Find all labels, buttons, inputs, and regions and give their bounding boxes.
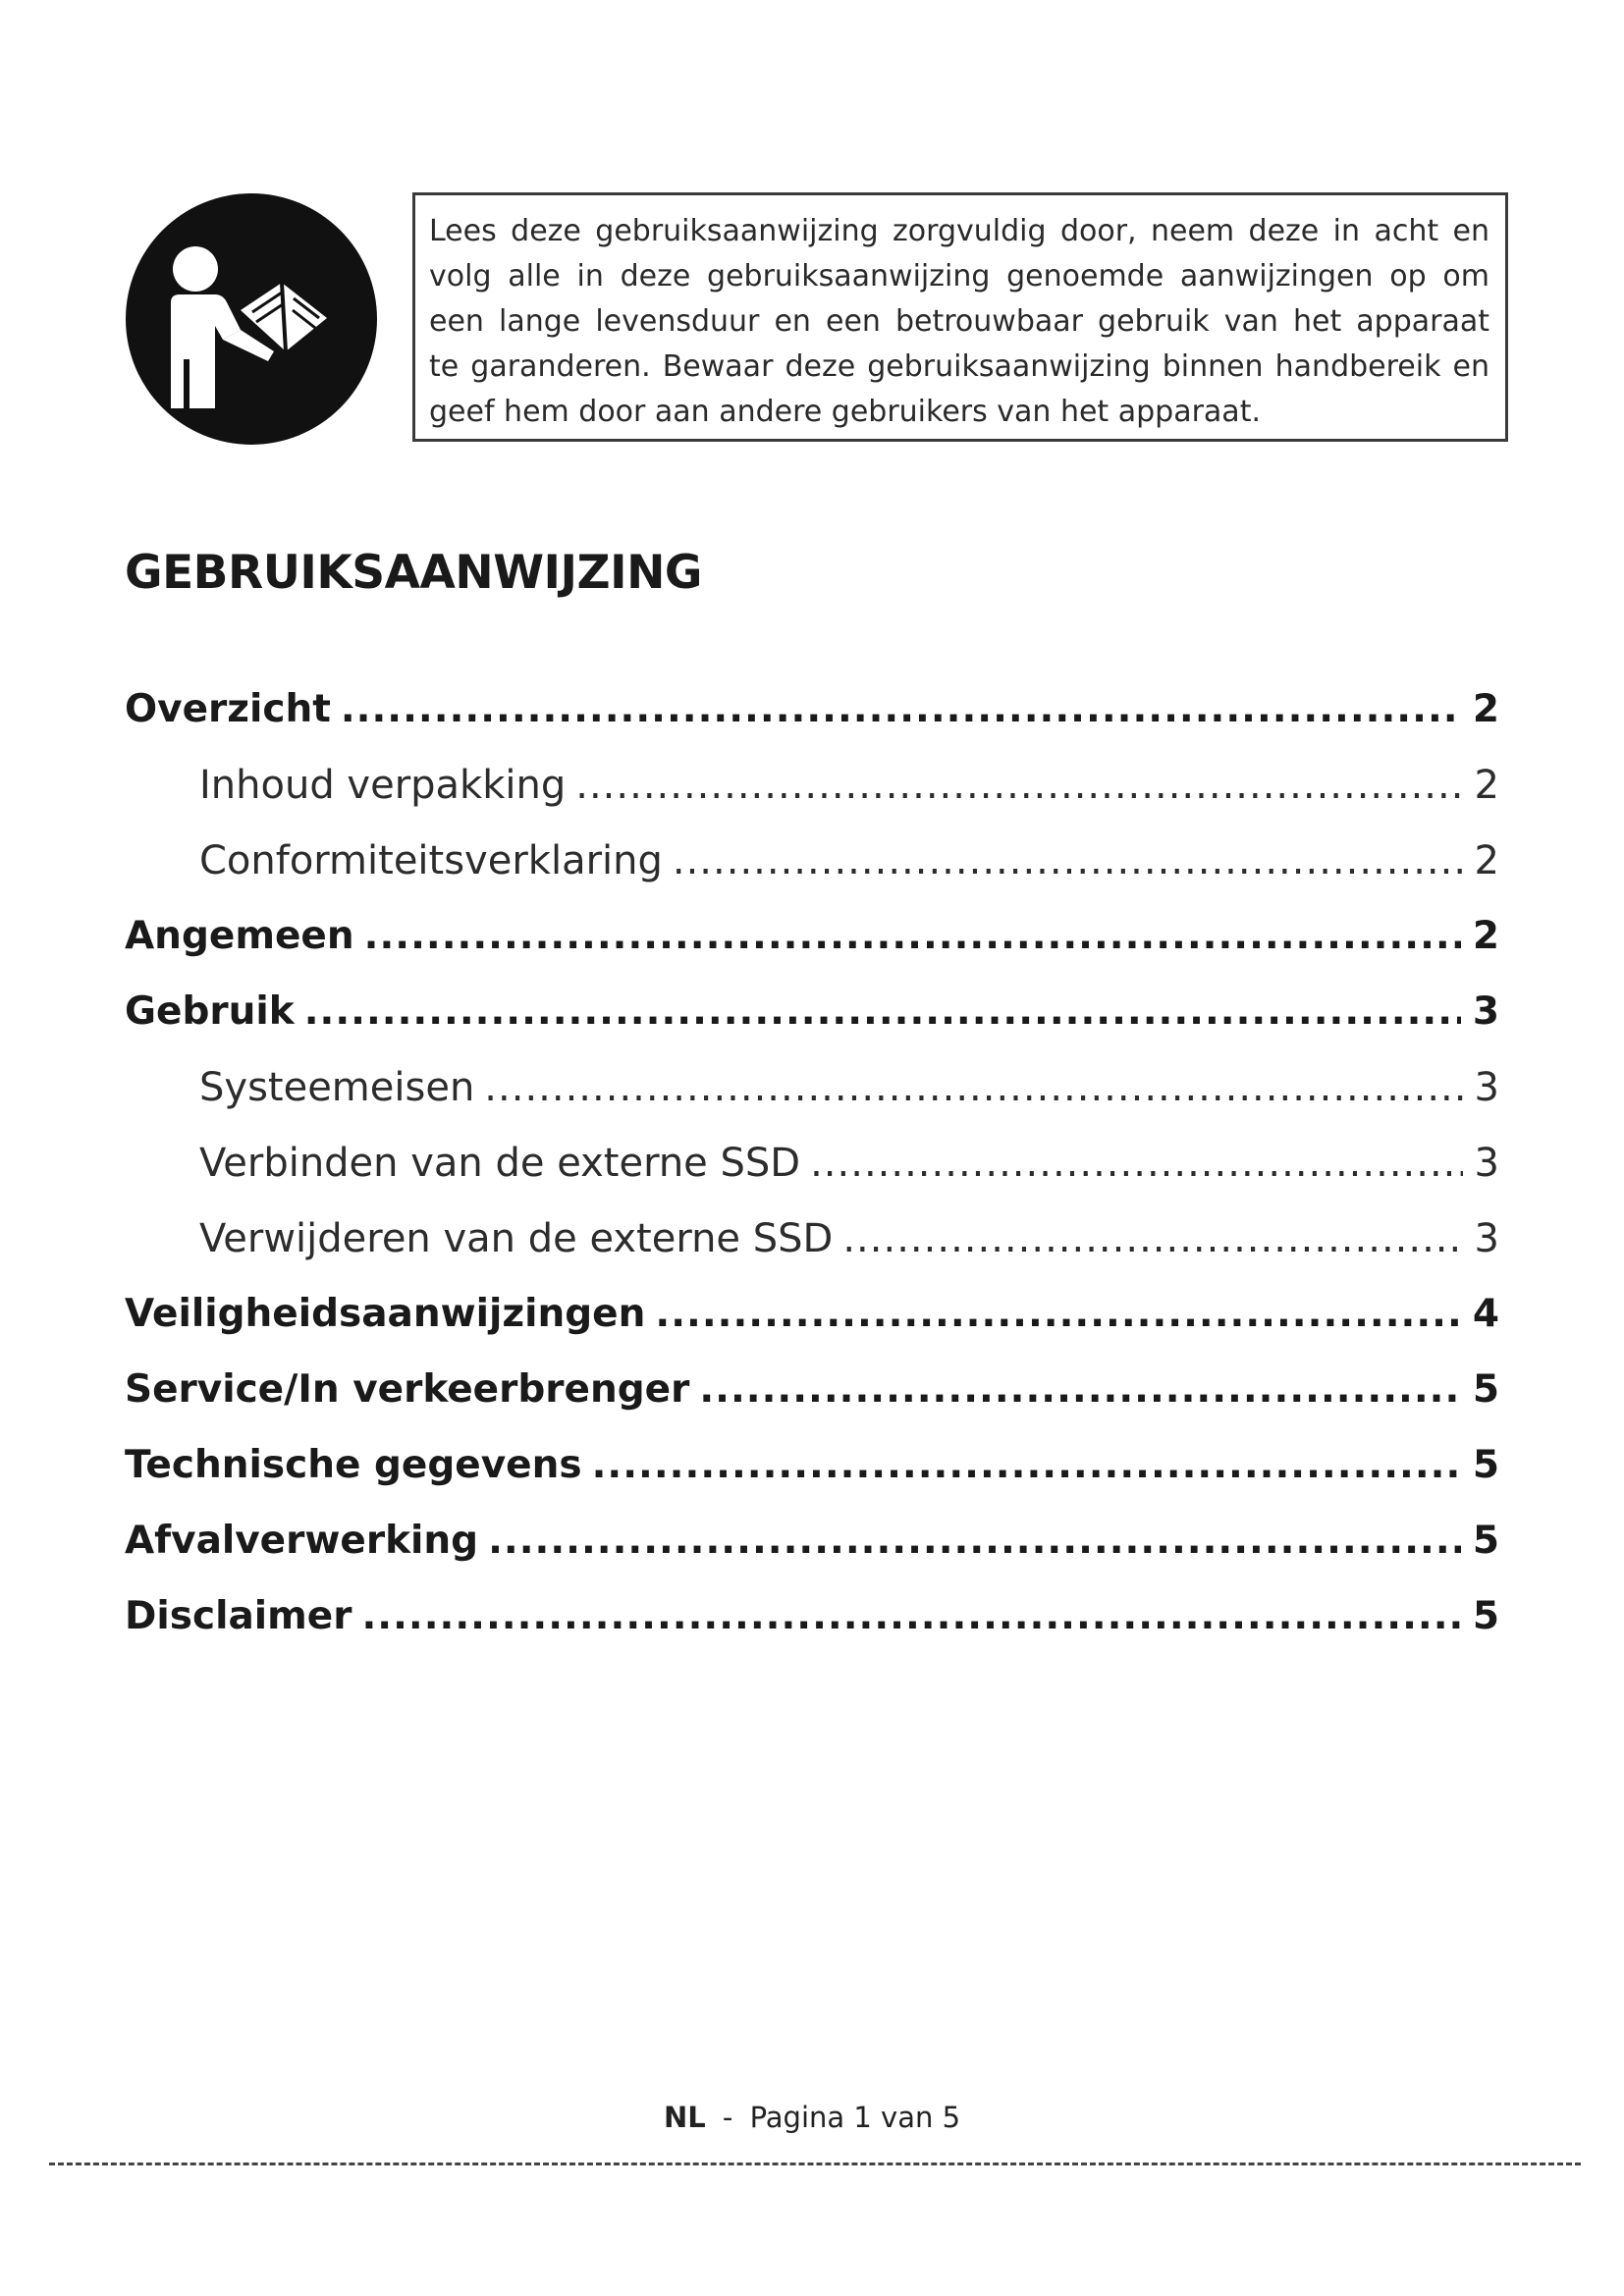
toc-dot-leader xyxy=(488,1519,1461,1563)
page-title: GEBRUIKSAANWIJZING xyxy=(125,546,703,600)
notice-line: Lees deze gebruiksaanwijzing zorgvuldig door, neem deze in acht en xyxy=(429,214,1489,248)
toc-entry-label: Angemeen xyxy=(125,914,354,958)
toc-entry[interactable] xyxy=(199,1141,1499,1200)
notice-line: een lange levensduur en een betrouwbaar gebruik van het apparaat xyxy=(429,304,1489,339)
toc-entry-label: Veiligheidsaanwijzingen xyxy=(125,1292,646,1336)
toc-entry-page: 3 xyxy=(1474,1065,1499,1110)
toc-entry[interactable] xyxy=(125,1519,1499,1577)
toc-dot-leader xyxy=(361,1594,1460,1638)
toc-entry-label: Verbinden van de externe SSD xyxy=(199,1141,801,1186)
toc-dot-leader xyxy=(592,1443,1461,1487)
notice-box xyxy=(412,192,1508,442)
toc-dot-leader xyxy=(364,914,1461,958)
toc-entry-page: 2 xyxy=(1472,914,1499,958)
toc-entry-page: 5 xyxy=(1472,1443,1499,1487)
toc-entry[interactable] xyxy=(125,687,1499,746)
toc-entry-label: Gebruik xyxy=(125,989,295,1034)
toc-dot-leader xyxy=(699,1367,1461,1412)
toc-dot-leader xyxy=(810,1141,1462,1186)
toc-entry-label: Service/In verkeerbrenger xyxy=(125,1367,690,1412)
toc-dot-leader xyxy=(484,1065,1462,1110)
toc-entry[interactable] xyxy=(125,1292,1499,1351)
toc-dot-leader xyxy=(673,838,1463,883)
toc-entry[interactable] xyxy=(199,838,1499,897)
toc-dot-leader xyxy=(341,687,1461,731)
page-footer xyxy=(0,2101,1624,2134)
toc-entry-page: 5 xyxy=(1472,1367,1499,1412)
toc-entry-label: Afvalverwerking xyxy=(125,1519,479,1563)
notice-line: volg alle in deze gebruiksaanwijzing genoemde aanwijzingen op om xyxy=(429,259,1489,294)
toc-entry-page: 2 xyxy=(1474,838,1499,883)
toc-entry[interactable] xyxy=(125,989,1499,1048)
toc-entry[interactable] xyxy=(199,763,1499,822)
footer-page-number: Pagina 1 van 5 xyxy=(749,2101,961,2134)
toc-dot-leader xyxy=(575,763,1462,808)
toc-entry-page: 3 xyxy=(1472,989,1499,1034)
toc-entry-label: Verwijderen van de externe SSD xyxy=(199,1216,834,1261)
toc-entry-page: 2 xyxy=(1472,687,1499,731)
toc-entry-page: 4 xyxy=(1472,1292,1499,1336)
toc-entry-label: Overzicht xyxy=(125,687,331,731)
toc-entry-label: Conformiteitsverklaring xyxy=(199,838,663,883)
toc-entry-page: 5 xyxy=(1472,1594,1499,1638)
toc-entry-label: Inhoud verpakking xyxy=(199,763,567,808)
footer-language: NL xyxy=(663,2101,706,2134)
notice-line: geef hem door aan andere gebruikers van het apparaat. xyxy=(429,395,1261,429)
toc-entry[interactable] xyxy=(199,1065,1499,1124)
toc-dot-leader xyxy=(842,1216,1462,1261)
toc-entry[interactable] xyxy=(199,1216,1499,1275)
toc-entry[interactable] xyxy=(125,1594,1499,1653)
toc-dot-leader xyxy=(655,1292,1460,1336)
toc-entry-label: Technische gegevens xyxy=(125,1443,582,1487)
toc-entry-page: 3 xyxy=(1474,1141,1499,1186)
read-manual-icon xyxy=(125,192,378,446)
footer-divider xyxy=(49,2163,1581,2165)
toc-entry-label: Disclaimer xyxy=(125,1594,352,1638)
toc-dot-leader xyxy=(304,989,1461,1034)
toc-entry-page: 5 xyxy=(1472,1519,1499,1563)
toc-entry[interactable] xyxy=(125,1443,1499,1502)
toc-entry-page: 2 xyxy=(1474,763,1499,808)
toc-entry-label: Systeemeisen xyxy=(199,1065,475,1110)
footer-separator: - xyxy=(722,2101,733,2134)
toc-entry[interactable] xyxy=(125,1367,1499,1426)
toc-entry[interactable] xyxy=(125,914,1499,973)
toc-entry-page: 3 xyxy=(1474,1216,1499,1261)
notice-line: te garanderen. Bewaar deze gebruiksaanwijzing binnen handbereik en xyxy=(429,349,1489,384)
